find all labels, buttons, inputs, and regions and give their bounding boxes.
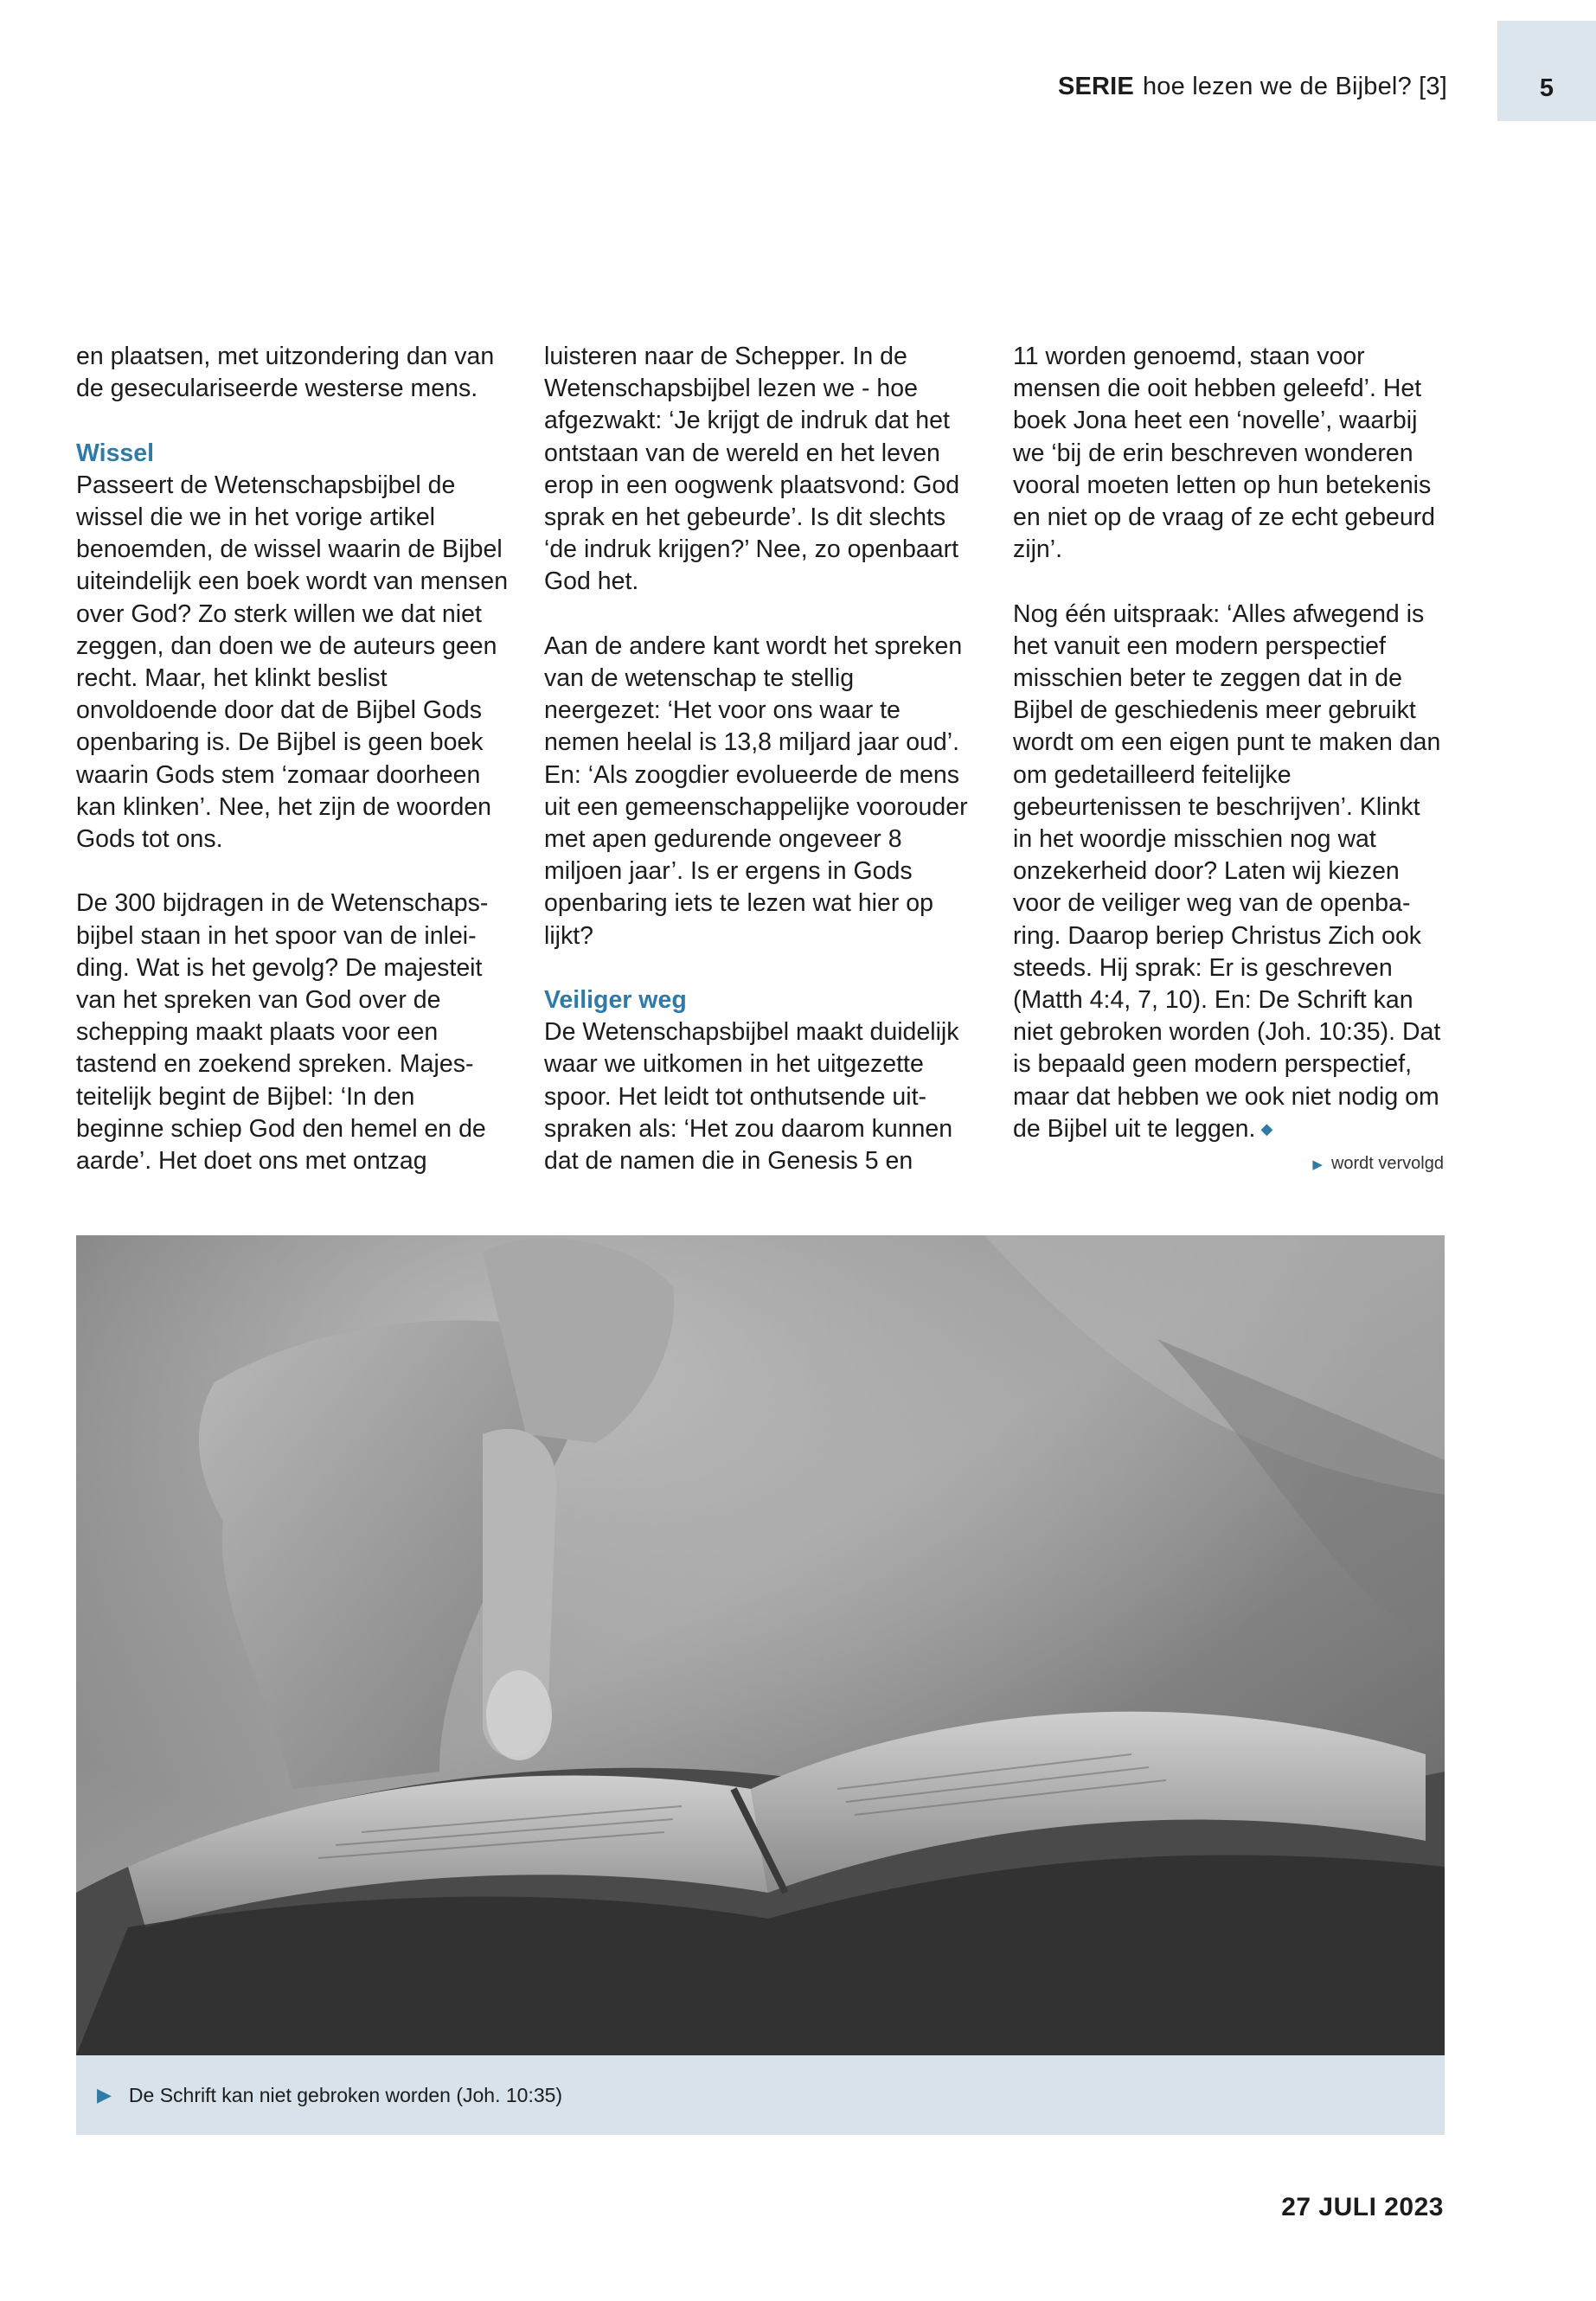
text-column-2 bbox=[544, 341, 977, 1177]
page-number: 5 bbox=[1539, 74, 1554, 102]
series-label: SERIE bbox=[1057, 73, 1134, 100]
photo-finger-on-bible bbox=[76, 1235, 1445, 2055]
subheading-wissel: Wissel bbox=[76, 439, 155, 467]
paragraph: Passeert de Wetenschapsbijbel de wissel die we in het vorige artikel benoemden, de wissel waarin de Bijbel uiteindelijk een boek wordt van mensen over God? Zo sterk willen we dat niet zeggen, dan doen we de auteurs geen recht. Maar, het klinkt beslist onvoldoende door dat de Bijbel Gods openbaring is. De Bijbel is geen boek waarin Gods stem ‘zomaar doorheen kan klinken’. Nee, het zijn de woorden Gods tot ons. bbox=[76, 471, 509, 854]
paragraph: Aan de andere kant wordt het spreken van de wetenschap te stellig neergezet: ‘Het voor ons waar te nemen heelal is 13,8 miljard jaar oud’. En: ‘Als zoogdier evolueerde de mens uit een gemeenschappelijke voorouder met apen gedurende ongeveer 8 miljoen jaar’. Is er ergens in Gods openbaring iets te lezen wat hier op lijkt? bbox=[544, 631, 968, 950]
paragraph: De 300 bijdragen in de Wetenschapsbijbel staan in het spoor van de inleiding. Wat is het gevolg? De majesteit van het spreken van God over de schepping maakt plaats voor een tastend en zoekend spreken. Majesteitelijk begint de Bijbel: ‘In den beginne schiep God den hemel en de aarde’. Het doet ons met ontzag bbox=[76, 889, 489, 1176]
caption-text: De Schrift kan niet gebroken worden (Joh. 10:35) bbox=[128, 2083, 563, 2106]
subheading-veiliger-weg: Veiliger weg bbox=[544, 986, 687, 1015]
paragraph: 11 worden genoemd, staan voor mensen die ooit hebben geleefd’. Het boek Jona heet een ‘novelle’, waarbij we ‘bij de erin beschreven wonderen vooral moeten letten op hun betekenis en niet op de vraag of ze echt gebeurd zijn’. bbox=[1013, 343, 1436, 564]
text-column-1 bbox=[76, 341, 509, 1177]
running-header bbox=[1058, 73, 1447, 101]
triangle-right-icon: ▶ bbox=[1312, 1157, 1323, 1172]
paragraph bbox=[1013, 599, 1445, 1145]
paragraph: De Wetenschapsbijbel maakt duidelijk waar we uitkomen in het uitgezette spoor. Het leidt tot onthutsende uitspraken als: ‘Het zou daarom kunnen dat de namen die in Genesis 5 en bbox=[544, 1018, 959, 1176]
paragraph: luisteren naar de Schepper. In de Wetenschapsbijbel lezen we - hoe afgezwakt: ‘Je krijgt de indruk dat het ontstaan van de wereld en het leven erop in een oogwenk plaatsvond: God sprak en het gebeurde’. Is dit slechts ‘de indruk krijgen?’ Nee, zo openbaart God het. bbox=[544, 343, 960, 596]
triangle-right-icon: ▶ bbox=[97, 2084, 112, 2106]
continued-note bbox=[1312, 1154, 1444, 1174]
issue-date: 27 JULI 2023 bbox=[1281, 2193, 1444, 2221]
photo-caption bbox=[76, 2055, 1445, 2135]
end-diamond-icon: ◆ bbox=[1260, 1119, 1273, 1138]
continued-label: wordt vervolgd bbox=[1330, 1154, 1444, 1173]
paragraph: en plaatsen, met uitzondering dan van de geseculariseerde westerse mens. bbox=[76, 343, 495, 403]
series-title: hoe lezen we de Bijbel? [3] bbox=[1142, 73, 1447, 100]
paragraph-text: Nog één uitspraak: ‘Alles afwegend is het vanuit een modern perspectief misschien beter te zeggen dat in de Bijbel de geschiedenis meer gebruikt wordt om een eigen punt te maken dan om gedetailleerd feitelijke gebeurtenissen te beschrijven’. Klinkt in het woordje misschien nog wat onzekerheid door? Laten wij kiezen voor de veiliger weg van de openbaring. Daarop beriep Christus Zich ook steeds. Hij sprak: Er is geschreven (Matth 4:4, 7, 10). En: De Schrift kan niet gebroken worden (Joh. 10:35). Dat is bepaald geen modern perspectief, maar dat hebben we ook niet nodig om de Bijbel uit te leggen. bbox=[1013, 599, 1441, 1143]
text-column-3 bbox=[1013, 341, 1445, 1145]
page-number-tab bbox=[1497, 21, 1596, 121]
